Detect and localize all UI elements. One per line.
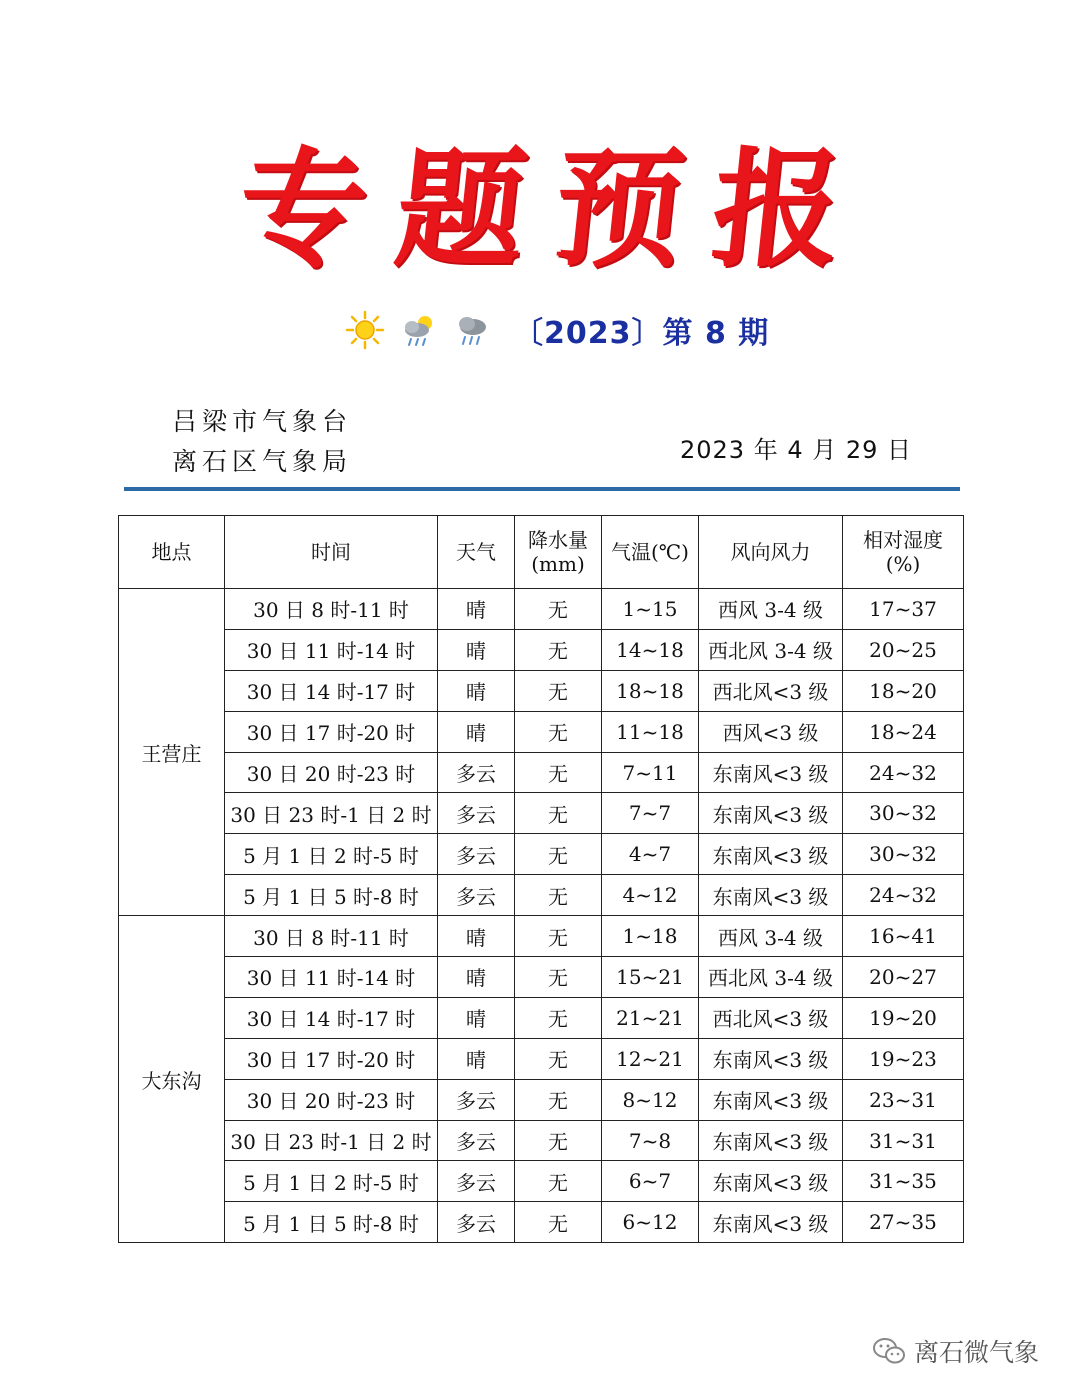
cell-time: 30 日 23 时-1 日 2 时 bbox=[225, 1120, 438, 1161]
title-char: 报 bbox=[705, 135, 849, 285]
cell-wind: 西风 3-4 级 bbox=[699, 589, 843, 630]
cell-precip: 无 bbox=[515, 670, 602, 711]
cell-humidity: 20~27 bbox=[843, 957, 964, 998]
table-header-row bbox=[119, 516, 964, 589]
cell-precip: 无 bbox=[515, 711, 602, 752]
org-name-district: 离石区气象局 bbox=[172, 447, 353, 476]
cell-time: 30 日 14 时-17 时 bbox=[225, 670, 438, 711]
cell-wind: 东南风<3 级 bbox=[699, 1038, 843, 1079]
cell-humidity: 31~31 bbox=[843, 1120, 964, 1161]
cell-wind: 东南风<3 级 bbox=[699, 834, 843, 875]
table-row bbox=[119, 752, 964, 793]
table-row bbox=[119, 957, 964, 998]
cell-weather: 多云 bbox=[438, 1161, 515, 1202]
cell-temp: 8~12 bbox=[602, 1079, 699, 1120]
cell-temp: 7~8 bbox=[602, 1120, 699, 1161]
org-name-city: 吕梁市气象台 bbox=[172, 407, 353, 436]
issue-row bbox=[345, 305, 769, 355]
cell-temp: 6~7 bbox=[602, 1161, 699, 1202]
cell-temp: 6~12 bbox=[602, 1202, 699, 1243]
cell-weather: 晴 bbox=[438, 589, 515, 630]
watermark bbox=[872, 1333, 1039, 1369]
cell-wind: 东南风<3 级 bbox=[699, 752, 843, 793]
cell-time: 5 月 1 日 2 时-5 时 bbox=[225, 1161, 438, 1202]
cell-humidity: 19~23 bbox=[843, 1038, 964, 1079]
header-divider bbox=[124, 487, 960, 491]
cell-precip: 无 bbox=[515, 834, 602, 875]
cell-precip: 无 bbox=[515, 1120, 602, 1161]
cell-precip: 无 bbox=[515, 1038, 602, 1079]
cell-humidity: 18~20 bbox=[843, 670, 964, 711]
cell-temp: 7~7 bbox=[602, 793, 699, 834]
cell-temp: 4~12 bbox=[602, 875, 699, 916]
cell-weather: 晴 bbox=[438, 957, 515, 998]
table-row bbox=[119, 629, 964, 670]
table-row bbox=[119, 1079, 964, 1120]
cell-time: 30 日 23 时-1 日 2 时 bbox=[225, 793, 438, 834]
cell-humidity: 24~32 bbox=[843, 752, 964, 793]
header-precip bbox=[515, 516, 602, 589]
cell-weather: 多云 bbox=[438, 1079, 515, 1120]
header-precip-label: 降水量 bbox=[528, 528, 588, 552]
cell-time: 30 日 11 时-14 时 bbox=[225, 957, 438, 998]
table-row bbox=[119, 711, 964, 752]
issue-date: 2023 年 4 月 29 日 bbox=[680, 436, 913, 464]
forecast-body bbox=[119, 589, 964, 1243]
title-char: 预 bbox=[547, 135, 691, 285]
cell-precip: 无 bbox=[515, 752, 602, 793]
cell-weather: 多云 bbox=[438, 834, 515, 875]
cell-precip: 无 bbox=[515, 875, 602, 916]
header-precip-unit: (mm) bbox=[531, 552, 585, 576]
issue-number: 〔2023〕第 8 期 bbox=[513, 316, 770, 351]
cell-precip: 无 bbox=[515, 1202, 602, 1243]
cell-temp: 12~21 bbox=[602, 1038, 699, 1079]
cloud-sun-rain-icon bbox=[399, 310, 439, 350]
cell-time: 5 月 1 日 5 时-8 时 bbox=[225, 1202, 438, 1243]
cell-wind: 西风 3-4 级 bbox=[699, 916, 843, 957]
table-row bbox=[119, 997, 964, 1038]
table-row bbox=[119, 1161, 964, 1202]
cell-weather: 多云 bbox=[438, 1120, 515, 1161]
cell-humidity: 20~25 bbox=[843, 629, 964, 670]
header-place: 地点 bbox=[119, 516, 225, 589]
title-char: 专 bbox=[231, 135, 375, 285]
cell-time: 5 月 1 日 2 时-5 时 bbox=[225, 834, 438, 875]
cell-weather: 多云 bbox=[438, 752, 515, 793]
cell-humidity: 24~32 bbox=[843, 875, 964, 916]
cell-wind: 东南风<3 级 bbox=[699, 1202, 843, 1243]
cell-time: 30 日 11 时-14 时 bbox=[225, 629, 438, 670]
cell-time: 30 日 20 时-23 时 bbox=[225, 1079, 438, 1120]
cell-time: 30 日 8 时-11 时 bbox=[225, 589, 438, 630]
table-row bbox=[119, 1038, 964, 1079]
cell-precip: 无 bbox=[515, 1161, 602, 1202]
table-row bbox=[119, 589, 964, 630]
cell-place: 大东沟 bbox=[119, 916, 225, 1243]
table-row bbox=[119, 916, 964, 957]
cell-weather: 晴 bbox=[438, 1038, 515, 1079]
cell-precip: 无 bbox=[515, 997, 602, 1038]
cell-wind: 东南风<3 级 bbox=[699, 875, 843, 916]
cell-weather: 多云 bbox=[438, 793, 515, 834]
cell-wind: 西北风<3 级 bbox=[699, 670, 843, 711]
cell-wind: 东南风<3 级 bbox=[699, 1079, 843, 1120]
cell-humidity: 18~24 bbox=[843, 711, 964, 752]
cell-precip: 无 bbox=[515, 957, 602, 998]
cell-weather: 晴 bbox=[438, 997, 515, 1038]
cell-time: 5 月 1 日 5 时-8 时 bbox=[225, 875, 438, 916]
cell-humidity: 31~35 bbox=[843, 1161, 964, 1202]
cell-precip: 无 bbox=[515, 589, 602, 630]
cell-place: 王营庄 bbox=[119, 589, 225, 916]
header-temp: 气温(℃) bbox=[602, 516, 699, 589]
cell-temp: 4~7 bbox=[602, 834, 699, 875]
cell-temp: 18~18 bbox=[602, 670, 699, 711]
cell-humidity: 30~32 bbox=[843, 793, 964, 834]
cell-temp: 11~18 bbox=[602, 711, 699, 752]
cell-time: 30 日 8 时-11 时 bbox=[225, 916, 438, 957]
cell-humidity: 19~20 bbox=[843, 997, 964, 1038]
cell-weather: 多云 bbox=[438, 1202, 515, 1243]
cell-temp: 7~11 bbox=[602, 752, 699, 793]
cell-weather: 晴 bbox=[438, 670, 515, 711]
cell-humidity: 16~41 bbox=[843, 916, 964, 957]
watermark-text: 离石微气象 bbox=[914, 1338, 1040, 1367]
cell-humidity: 30~32 bbox=[843, 834, 964, 875]
header-wind: 风向风力 bbox=[699, 516, 843, 589]
cell-weather: 晴 bbox=[438, 711, 515, 752]
cell-humidity: 27~35 bbox=[843, 1202, 964, 1243]
table-row bbox=[119, 793, 964, 834]
cell-humidity: 17~37 bbox=[843, 589, 964, 630]
cell-precip: 无 bbox=[515, 793, 602, 834]
header-time: 时间 bbox=[225, 516, 438, 589]
table-row bbox=[119, 875, 964, 916]
cell-temp: 1~15 bbox=[602, 589, 699, 630]
cell-wind: 西北风 3-4 级 bbox=[699, 629, 843, 670]
cell-wind: 东南风<3 级 bbox=[699, 1120, 843, 1161]
cell-temp: 1~18 bbox=[602, 916, 699, 957]
cell-temp: 21~21 bbox=[602, 997, 699, 1038]
sun-icon bbox=[345, 310, 385, 350]
table-row bbox=[119, 834, 964, 875]
cell-humidity: 23~31 bbox=[843, 1079, 964, 1120]
cell-precip: 无 bbox=[515, 916, 602, 957]
title-char: 题 bbox=[389, 135, 533, 285]
header-weather: 天气 bbox=[438, 516, 515, 589]
header-humidity bbox=[843, 516, 964, 589]
forecast-table bbox=[118, 515, 964, 1243]
cell-wind: 东南风<3 级 bbox=[699, 1161, 843, 1202]
cell-wind: 西北风 3-4 级 bbox=[699, 957, 843, 998]
cell-weather: 晴 bbox=[438, 916, 515, 957]
header-humidity-unit: (%) bbox=[885, 552, 921, 576]
cell-wind: 西北风<3 级 bbox=[699, 997, 843, 1038]
cell-weather: 多云 bbox=[438, 875, 515, 916]
table-row bbox=[119, 1120, 964, 1161]
table-row bbox=[119, 670, 964, 711]
cell-precip: 无 bbox=[515, 1079, 602, 1120]
cell-wind: 西风<3 级 bbox=[699, 711, 843, 752]
cell-temp: 14~18 bbox=[602, 629, 699, 670]
table-row bbox=[119, 1202, 964, 1243]
cell-time: 30 日 17 时-20 时 bbox=[225, 1038, 438, 1079]
cell-wind: 东南风<3 级 bbox=[699, 793, 843, 834]
cell-time: 30 日 17 时-20 时 bbox=[225, 711, 438, 752]
cell-time: 30 日 20 时-23 时 bbox=[225, 752, 438, 793]
wechat-icon bbox=[872, 1336, 906, 1366]
cell-precip: 无 bbox=[515, 629, 602, 670]
cell-weather: 晴 bbox=[438, 629, 515, 670]
cell-time: 30 日 14 时-17 时 bbox=[225, 997, 438, 1038]
report-title bbox=[0, 135, 1080, 285]
cloud-rain-icon bbox=[453, 310, 493, 350]
header-humidity-label: 相对湿度 bbox=[863, 528, 943, 552]
cell-temp: 15~21 bbox=[602, 957, 699, 998]
